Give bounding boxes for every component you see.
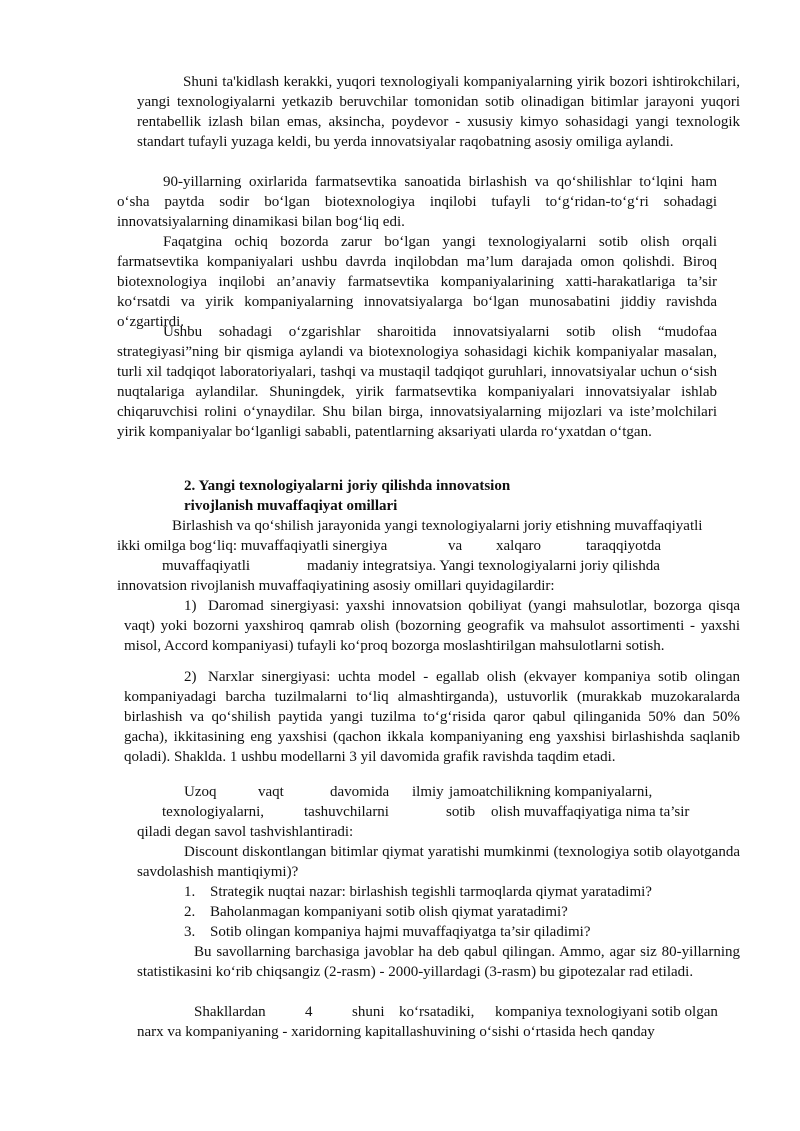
question-1: Strategik nuqtai nazar: birlashish tegishli tarmoqlarda qiymat yaratadimi? bbox=[210, 884, 652, 900]
paragraph-5-line-2c: xalqaro bbox=[496, 538, 541, 554]
paragraph-5-line-2b: va bbox=[448, 538, 463, 554]
paragraph-9-line-1a: Shakllardan bbox=[194, 1004, 266, 1020]
paragraph-7: Discount diskontlangan bitimlar qiymat yaratishi mumkinmi (texnologiya sotib olayotganda savdolashish mantiqiymi)? bbox=[137, 844, 740, 880]
question-1-number: 1. bbox=[184, 884, 196, 900]
paragraph-9-line-1e: kompaniya texnologiyani sotib olgan bbox=[495, 1004, 718, 1020]
paragraph-1: Shuni ta'kidlash kerakki, yuqori texnologiyali kompaniyalarning yirik bozori ishtirokchilari, yangi texnologiyalarni yetkazib beruvchilar tomonidan sotib olinadigan bitimlar jarayoni yuqori rentabellik izlash bilan emas, aksincha, poydevor - xususiy kimyo sohasidagi yangi texnologik standart tufayli yuzaga keldi, bu yerda innovatsiyalar raqobatning asosiy omiliga aylandi. bbox=[137, 74, 740, 150]
paragraph-6-line-2c: sotib bbox=[446, 804, 476, 820]
paragraph-9-line-1d: ko‘rsatadiki, bbox=[399, 1004, 475, 1020]
paragraph-6-line-2b: tashuvchilarni bbox=[304, 804, 389, 820]
paragraph-6-line-1d: ilmiy bbox=[412, 784, 444, 800]
paragraph-3: Faqatgina ochiq bozorda zarur bo‘lgan yangi texnologiyalarni sotib olish orqali farmatsevtika kompaniyalari ushbu davrda inqilobdan ma’lum darajada omon qolishdi. Biroq biotexnologiya inqilobi an’anaviy farmatsevtika kompaniyalarining xatti-harakatlariga ta’sir ko‘rsatdi va yirik kompaniyalarning innovatsiyalarga bo‘lgan munosabatini jiddiy ravishda o‘zgartirdi. bbox=[117, 234, 717, 330]
paragraph-5-line-3b: madaniy integratsiya. Yangi texnologiyalarni joriy qilishda bbox=[307, 558, 660, 574]
paragraph-6-line-2d: olish muvaffaqiyatiga nima ta’sir bbox=[491, 804, 690, 820]
paragraph-5-line-2d: taraqqiyotda bbox=[586, 538, 661, 554]
paragraph-6-line-1e: jamoatchilikning kompaniyalarni, bbox=[449, 784, 653, 800]
list-item-1: Daromad sinergiyasi: yaxshi innovatsion qobiliyat (yangi mahsulotlar, bozorga qisqa vaqt) yoki bozorni yaxshiroq qamrab olish (bozorning geografik va mahsulot assortimenti - yaxshi misol, Accord kompaniyasi) tufayli ko‘proq bozorga moslashtirilgan mahsulotlarni sotish. bbox=[124, 598, 740, 654]
question-3-number: 3. bbox=[184, 924, 196, 940]
paragraph-4: Ushbu sohadagi o‘zgarishlar sharoitida innovatsiyalarni sotib olish “mudofaa strategiyasi”ning bir qismiga aylandi va biotexnologiya sohasidagi kichik kompaniyalar masalan, turli xil tadqiqot laboratoriyalari, tashqi va mustaqil tadqiqot guruhlari, innovatsiyalar uchun o‘sish nuqtalariga aylandilar. Shuningdek, yirik farmatsevtika kompaniyalari innovatsiyalar ishlab chiqaruvchisi rolini o‘ynaydilar. Shu bilan birga, innovatsiyalarning mijozlari va iste’molchilari yirik kompaniyalar bo‘lganligi sababli, patentlarning aksariyati ularda ro‘yxatdan o‘tgan. bbox=[117, 324, 717, 440]
list-item-2: Narxlar sinergiyasi: uchta model - egallab olish (ekvayer kompaniya sotib olingan kompaniyadagi barcha tuzilmalarni to‘liq almashtirganda), ustuvorlik (murakkab muzokaralarda birlashish va qo‘shilish paytida yangi tuzilma to‘g‘risida qaror qabul qilinganida 50% dan 50% gacha), ikkitasining eng yaxshisi (qachon ikkala kompaniyaning eng yaxshisi birlashishda saqlanib qoladi). Shaklda. 1 ushbu modellarni 3 yil davomida grafik ravishda taqdim etadi. bbox=[124, 669, 740, 765]
list-item-1-number: 1) bbox=[184, 598, 197, 614]
paragraph-9-line-1b: 4 bbox=[305, 1004, 313, 1020]
paragraph-5-line-4: innovatsion rivojlanish muvaffaqiyatining asosiy omillari quyidagilardir: bbox=[117, 578, 555, 594]
question-3: Sotib olingan kompaniya hajmi muvaffaqiyatga ta’sir qiladimi? bbox=[210, 924, 591, 940]
paragraph-5-line-1: Birlashish va qo‘shilish jarayonida yangi texnologiyalarni joriy etishning muvaffaqiyatli bbox=[172, 518, 703, 534]
paragraph-6-line-1c: davomida bbox=[330, 784, 390, 800]
paragraph-5-line-3a: muvaffaqiyatli bbox=[162, 558, 251, 574]
paragraph-9-line-2: narx va kompaniyaning - xaridorning kapitallashuvining o‘sishi o‘rtasida hech qanday bbox=[137, 1024, 655, 1040]
paragraph-2: 90-yillarning oxirlarida farmatsevtika sanoatida birlashish va qo‘shilishlar to‘lqini ham o‘sha paytda sodir bo‘lgan biotexnologiya inqilobi tufayli to‘g‘ridan-to‘g‘ri sohadagi innovatsiyalarning dinamikasi bilan bog‘liq edi. bbox=[117, 174, 717, 230]
paragraph-6-line-2a: texnologiyalarni, bbox=[162, 804, 265, 820]
paragraph-5-line-2a: ikki omilga bog‘liq: muvaffaqiyatli sinergiya bbox=[117, 538, 388, 554]
paragraph-6-line-1b: vaqt bbox=[258, 784, 284, 800]
question-2-number: 2. bbox=[184, 904, 196, 920]
paragraph-9-line-1c: shuni bbox=[352, 1004, 385, 1020]
section-heading-line-2: rivojlanish muvaffaqiyat omillari bbox=[184, 498, 398, 514]
list-item-2-number: 2) bbox=[184, 669, 197, 685]
paragraph-6-line-3: qiladi degan savol tashvishlantiradi: bbox=[137, 824, 354, 840]
paragraph-8: Bu savollarning barchasiga javoblar ha deb qabul qilingan. Ammo, agar siz 80-yillarning statistikasini ko‘rib chiqsangiz (2-rasm) - 2000-yillardagi (3-rasm) bu gipotezalar rad etiladi. bbox=[137, 944, 740, 980]
paragraph-6-line-1a: Uzoq bbox=[184, 784, 217, 800]
question-2: Baholanmagan kompaniyani sotib olish qiymat yaratadimi? bbox=[210, 904, 568, 920]
section-heading-line-1: 2. Yangi texnologiyalarni joriy qilishda innovatsion bbox=[184, 478, 511, 494]
